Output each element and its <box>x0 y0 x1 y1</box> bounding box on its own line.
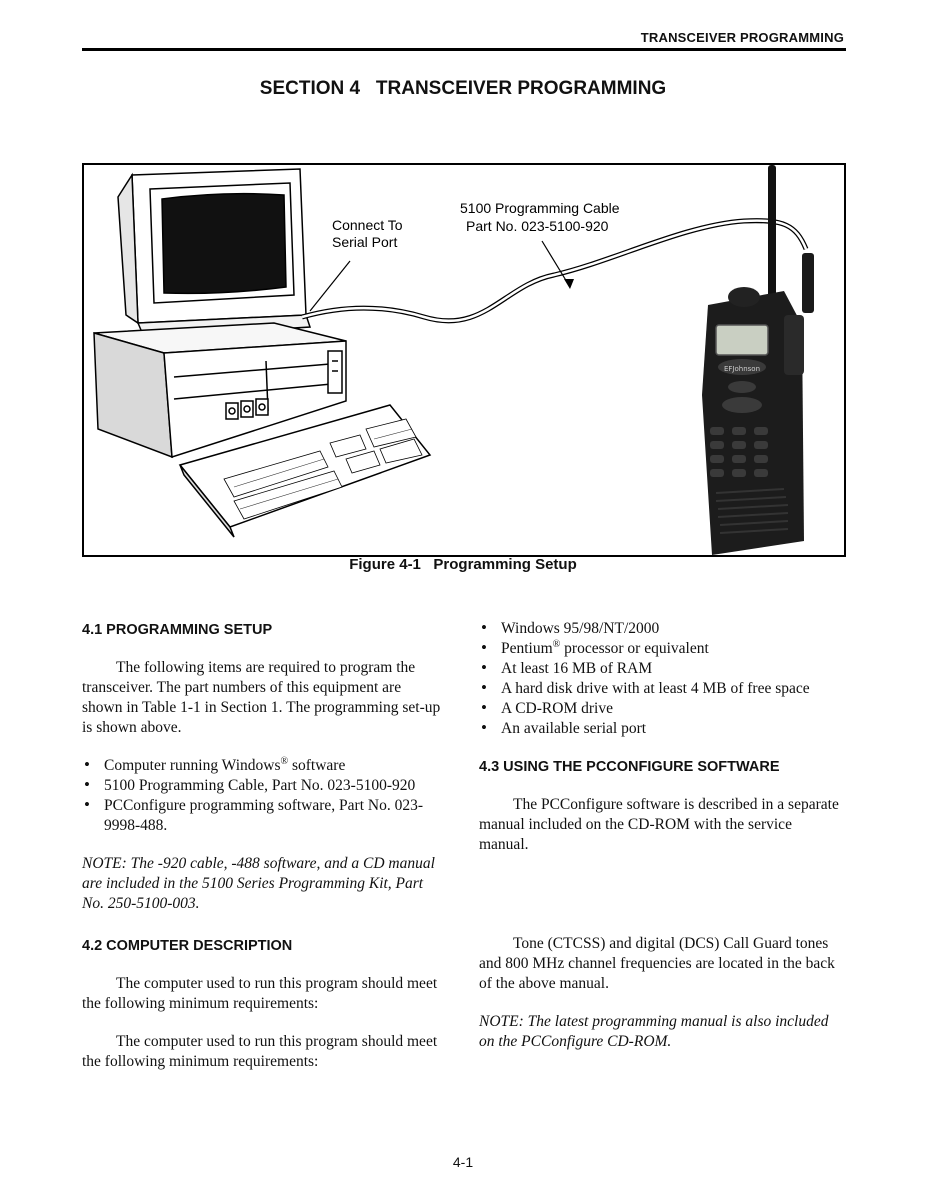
label-connect-serial-line1: Connect To <box>332 217 403 233</box>
list-item: • 5100 Programming Cable, Part No. 023-5100-920 <box>82 776 442 796</box>
para-4-1: The following items are required to program the transceiver. The part numbers of this equipment are shown in Table 1-1 in Section 1. The programming set-up is shown above. <box>82 659 441 736</box>
list-item: • An available serial port <box>479 719 845 739</box>
label-cable-line1: 5100 Programming Cable <box>460 200 620 216</box>
running-header: TRANSCEIVER PROGRAMMING <box>640 30 844 45</box>
para-4-2-b: The computer used to run this program should meet the following minimum requirements: <box>82 1033 438 1070</box>
requirements-list <box>479 619 845 739</box>
right-column-lower <box>479 934 845 1052</box>
list-item: • Pentium® processor or equivalent <box>479 639 845 659</box>
label-cable-line2: Part No. 023-5100-920 <box>466 218 609 234</box>
note-4-3: NOTE: The latest programming manual is also included on the PCConfigure CD-ROM. <box>479 1013 829 1050</box>
note-4-1: NOTE: The -920 cable, -488 software, and a CD manual are included in the 5100 Series Programming Kit, Part No. 250-5100-003. <box>82 855 435 912</box>
para-4-3: The PCConfigure software is described in a separate manual included on the CD-ROM with the service manual. <box>479 796 839 853</box>
list-item: • Windows 95/98/NT/2000 <box>479 619 845 639</box>
computer-monitor <box>118 169 310 349</box>
figure-illustration <box>84 165 844 555</box>
radio-brand-label: EFJohnson <box>723 365 761 373</box>
para-4-3-b: Tone (CTCSS) and digital (DCS) Call Guard tones and 800 MHz channel frequencies are located in the back of the above manual. <box>479 935 835 992</box>
section-title: SECTION 4 TRANSCEIVER PROGRAMMING <box>259 78 667 99</box>
label-connect-serial-line2: Serial Port <box>332 234 398 250</box>
list-item: • At least 16 MB of RAM <box>479 659 845 679</box>
para-4-2-a: The computer used to run this program should meet the following minimum requirements: <box>82 975 438 1012</box>
page-number: 4-1 <box>452 1154 474 1170</box>
figure-programming-setup <box>82 163 846 557</box>
list-item: • PCConfigure programming software, Part No. 023-9998-488. <box>82 796 442 836</box>
figure-caption: Figure 4-1 Programming Setup <box>349 556 577 573</box>
equipment-list <box>82 756 442 836</box>
header-rule <box>82 48 846 51</box>
left-column <box>82 620 442 1072</box>
list-item: • Computer running Windows® software <box>82 756 442 776</box>
heading-4-1: 4.1 PROGRAMMING SETUP <box>82 622 273 638</box>
right-column <box>479 619 845 855</box>
list-item: • A hard disk drive with at least 4 MB of free space <box>479 679 845 699</box>
heading-4-2: 4.2 COMPUTER DESCRIPTION <box>82 938 293 954</box>
heading-4-3: 4.3 USING THE PCCONFIGURE SOFTWARE <box>479 759 780 775</box>
list-item: • A CD-ROM drive <box>479 699 845 719</box>
serial-leader-line <box>310 261 350 311</box>
